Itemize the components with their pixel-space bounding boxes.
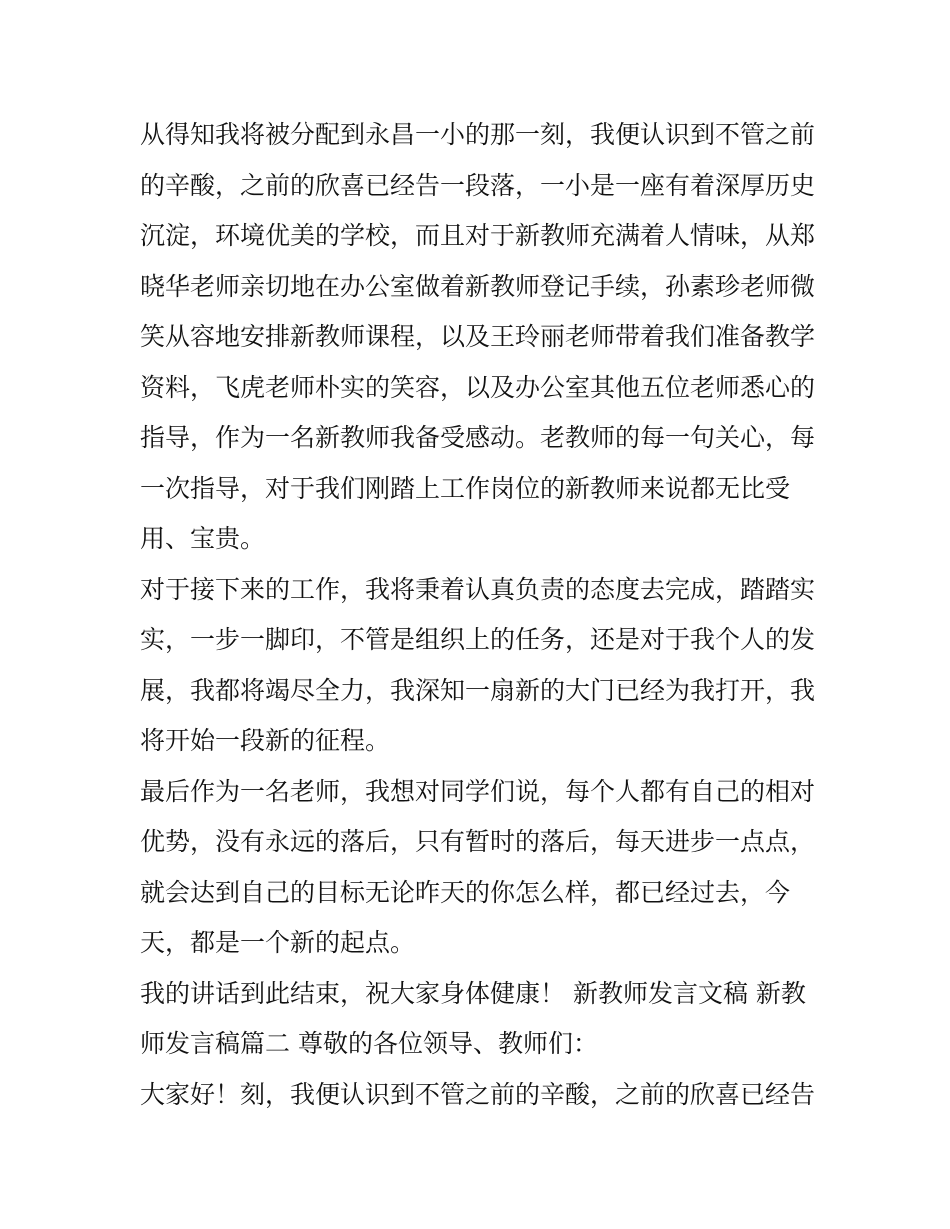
text-line: 指导，作为一名新教师我备受感动。老教师的每一句关心，每 — [140, 423, 816, 452]
text-line: 对于接下来的工作，我将秉着认真负责的态度去完成，踏踏实 — [140, 574, 816, 604]
paragraph-5 — [140, 1070, 820, 1121]
text-line: 的辛酸，之前的欣喜已经告一段落，一小是一座有着深厚历史 — [140, 170, 816, 200]
paragraph-3 — [140, 767, 820, 969]
text-line: 笑从容地安排新教师课程，以及王玲丽老师带着我们准备教学 — [140, 322, 816, 351]
text-line: 我的讲话到此结束，祝大家身体健康！ 新教师发言文稿 新教 — [140, 978, 806, 1008]
text-line: 晓华老师亲切地在办公室做着新教师登记手续，孙素珍老师微 — [140, 271, 816, 301]
paragraph-2 — [140, 565, 820, 767]
text-line: 师发言稿篇二 尊敬的各位领导、教师们： — [140, 1029, 598, 1058]
text-line: 从得知我将被分配到永昌一小的那一刻，我便认识到不管之前 — [140, 120, 816, 149]
text-line: 最后作为一名老师，我想对同学们说，每个人都有自己的相对 — [140, 776, 816, 806]
text-line: 天，都是一个新的起点。 — [140, 928, 416, 957]
document-body — [140, 110, 820, 1120]
text-line: 大家好！刻，我便认识到不管之前的辛酸，之前的欣喜已经告 — [140, 1079, 816, 1109]
paragraph-1 — [140, 110, 820, 565]
text-line: 就会达到自己的目标无论昨天的你怎么样，都已经过去，今 — [140, 877, 791, 907]
text-line: 一次指导，对于我们刚踏上工作岗位的新教师来说都无比受 — [140, 473, 791, 503]
text-line: 展，我都将竭尽全力，我深知一扇新的大门已经为我打开，我 — [140, 675, 816, 705]
text-line: 资料，飞虎老师朴实的笑容，以及办公室其他五位老师悉心的 — [140, 372, 816, 402]
paragraph-4 — [140, 969, 820, 1070]
text-line: 优势，没有永远的落后，只有暂时的落后，每天进步一点点， — [140, 827, 816, 856]
text-line: 实，一步一脚印，不管是组织上的任务，还是对于我个人的发 — [140, 625, 816, 654]
text-line: 用、宝贵。 — [140, 524, 266, 553]
text-line: 沉淀，环境优美的学校，而且对于新教师充满着人情味，从郑 — [140, 221, 816, 250]
text-line: 将开始一段新的征程。 — [140, 726, 391, 755]
